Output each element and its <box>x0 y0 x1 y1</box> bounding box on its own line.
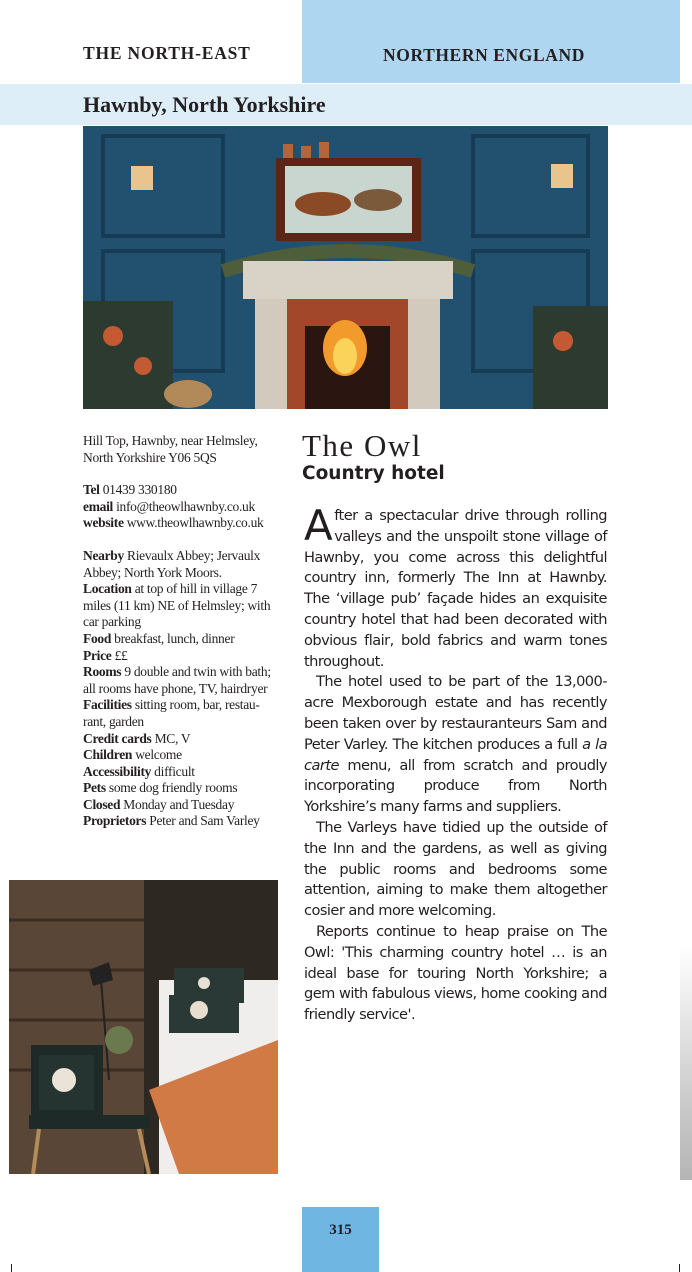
closed-row <box>83 797 283 814</box>
location-row-cont: car parking <box>83 614 141 630</box>
location-label: Location <box>83 581 132 597</box>
address-line: North Yorkshire Y06 5QS <box>83 449 217 465</box>
article-paragraph <box>304 501 607 672</box>
facilities-row <box>83 697 283 714</box>
location-row <box>83 581 283 598</box>
proprietors-value: Peter and Sam Varley <box>149 813 260 829</box>
fireplace-photo <box>83 126 608 409</box>
drop-cap: A <box>304 501 333 550</box>
accessibility-label: Accessibility <box>83 763 152 779</box>
food-label: Food <box>83 630 112 646</box>
article-paragraph <box>304 672 607 818</box>
pets-label: Pets <box>83 780 106 796</box>
children-value: welcome <box>135 747 182 763</box>
closed-label: Closed <box>83 796 121 812</box>
location-heading: Hawnby, North Yorkshire <box>83 92 326 117</box>
paragraph-italic: a la carte <box>304 735 607 774</box>
paragraph-text: The hotel used to be part of the 13,000-acre Mexborough estate and has recently been taken over by restauranteurs Sam and Peter Varley. The kitchen produces a full <box>304 673 607 753</box>
website-value: www.theowlhawnby.co.uk <box>126 515 264 531</box>
crop-mark <box>11 1264 12 1272</box>
page-number: 315 <box>329 1222 352 1238</box>
rooms-label: Rooms <box>83 664 122 680</box>
rooms-value: 9 double and twin with bath; <box>124 664 271 680</box>
email-value: info@theowlhawnby.co.uk <box>116 498 255 514</box>
accessibility-value: difficult <box>154 763 195 779</box>
cards-value: MC, V <box>154 730 191 746</box>
page-number-box <box>302 1207 379 1272</box>
paragraph-text: menu, all from scratch and proudly incorporating produce from North Yorkshire’s many farms and suppliers. <box>304 756 607 816</box>
tel-row <box>83 482 283 499</box>
facilities-value: sitting room, bar, restau- <box>134 697 260 713</box>
section-header-right: NORTHERN ENGLAND <box>383 45 585 65</box>
email-label: email <box>83 498 113 514</box>
article-paragraph: Reports continue to heap praise on The Owl: 'This charming country hotel … is an ideal base for touring North Yorkshire; a gem with fabulous views, home cooking and friendly service'. <box>304 922 607 1024</box>
children-row <box>83 747 283 764</box>
rooms-row-cont: all rooms have phone, TV, hairdryer <box>83 680 268 696</box>
nearby-value: Rievaulx Abbey; Jervaulx <box>127 547 261 563</box>
nearby-row <box>83 548 283 565</box>
email-row <box>83 499 283 516</box>
tel-label: Tel <box>83 482 100 498</box>
address-line: Hill Top, Hawnby, near Helmsley, <box>83 433 258 448</box>
price-row <box>83 648 283 665</box>
paragraph-text: fter a spectacular drive through rolling valleys and the unspoilt stone village of Hawnby, you come across this delightful country inn, formerly The Inn at Hawnby. The ‘village pub’ façade hides an exquisite country hotel that had been decorated with obvious flair, bold fabrics and warm tones throughout. <box>304 507 607 670</box>
cards-label: Credit cards <box>83 730 152 746</box>
website-row <box>83 515 283 532</box>
nearby-label: Nearby <box>83 547 124 563</box>
bedroom-photo <box>9 880 278 1174</box>
location-row-cont: miles (11 km) NE of Helmsley; with <box>83 597 271 613</box>
edge-thumb-tab <box>680 947 692 1180</box>
rooms-row <box>83 664 283 681</box>
closed-value: Monday and Tuesday <box>123 796 235 812</box>
proprietors-row <box>83 813 283 830</box>
price-value: ££ <box>114 647 128 663</box>
food-value: breakfast, lunch, dinner <box>114 630 235 646</box>
food-row <box>83 631 283 648</box>
section-header-left: THE NORTH-EAST <box>83 43 251 63</box>
crop-mark <box>679 1264 680 1272</box>
facilities-label: Facilities <box>83 697 132 713</box>
facilities-row-cont: rant, garden <box>83 713 144 729</box>
hotel-type: Country hotel <box>302 463 445 484</box>
nearby-row-cont: Abbey; North York Moors. <box>83 564 222 580</box>
section-header-band <box>302 0 680 83</box>
website-label: website <box>83 515 124 531</box>
children-label: Children <box>83 747 133 763</box>
pets-value: some dog friendly rooms <box>108 780 238 796</box>
pets-row <box>83 780 283 797</box>
hotel-title: The Owl <box>302 428 422 463</box>
hotel-info <box>83 433 283 830</box>
article-paragraph: The Varleys have tidied up the outside of the Inn and the gardens, as well as giving the public rooms and bedrooms some attention, aiming to make them altogether cosier and more welcoming. <box>304 818 607 920</box>
price-label: Price <box>83 647 112 663</box>
cards-row <box>83 731 283 748</box>
article-body <box>304 501 607 1026</box>
accessibility-row <box>83 764 283 781</box>
location-value: at top of hill in village 7 <box>134 581 258 597</box>
proprietors-label: Proprietors <box>83 813 147 829</box>
tel-value: 01439 330180 <box>102 482 177 498</box>
